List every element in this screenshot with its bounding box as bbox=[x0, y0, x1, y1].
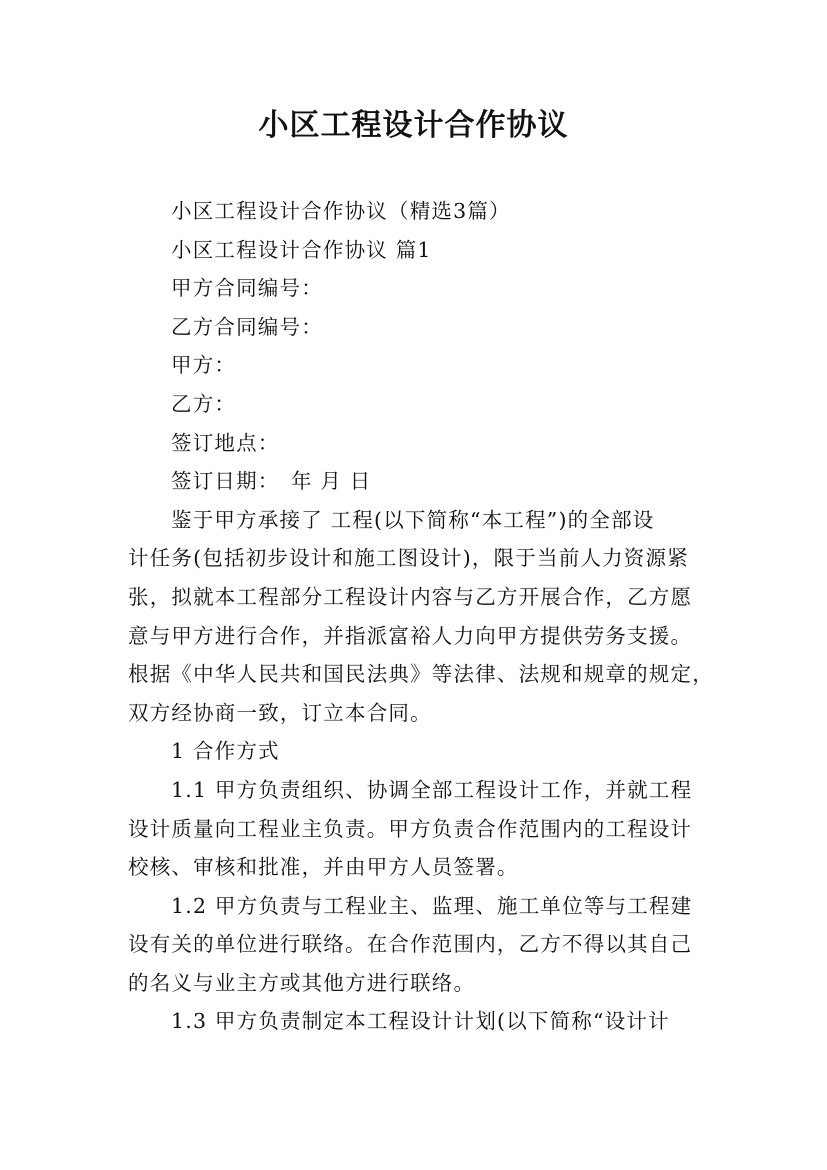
clause-line: 1.2 甲方负责与工程业主、监理、施工单位等与工程建 bbox=[171, 893, 693, 918]
document-title: 小区工程设计合作协议 bbox=[258, 108, 569, 143]
party-a-contract-no: 甲方合同编号： bbox=[171, 276, 323, 301]
party-a: 甲方： bbox=[171, 353, 237, 378]
clause-line: 的名义与业主方或其他方进行联络。 bbox=[128, 970, 476, 995]
party-b: 乙方： bbox=[171, 391, 237, 416]
clause-line: 1.3 甲方负责制定本工程设计计划(以下简称“设计计 bbox=[171, 1009, 670, 1034]
signing-date: 签订日期： 年 月 日 bbox=[171, 469, 372, 494]
preamble-line: 双方经协商一致，订立本合同。 bbox=[128, 700, 432, 725]
document-body bbox=[128, 192, 714, 1041]
preamble-line: 意与甲方进行合作，并指派富裕人力向甲方提供劳务支援。 bbox=[128, 623, 693, 648]
clause-line: 设有关的单位进行联络。在合作范围内，乙方不得以其自己 bbox=[128, 932, 693, 957]
preamble-line: 张，拟就本工程部分工程设计内容与乙方开展合作，乙方愿 bbox=[128, 584, 693, 609]
preamble-line: 计任务(包括初步设计和施工图设计)，限于当前人力资源紧 bbox=[128, 546, 689, 571]
subtitle-line: 小区工程设计合作协议（精选3篇） bbox=[171, 199, 511, 223]
preamble-line: 根据《中华人民共和国民法典》等法律、法规和规章的规定， bbox=[128, 662, 714, 687]
section-heading: 小区工程设计合作协议 篇1 bbox=[171, 237, 432, 262]
clause-line: 设计质量向工程业主负责。甲方负责合作范围内的工程设计 bbox=[128, 816, 693, 841]
preamble-line: 鉴于甲方承接了 工程(以下简称“本工程”)的全部设 bbox=[171, 507, 655, 532]
signing-place: 签订地点： bbox=[171, 430, 280, 455]
clause-line: 1.1 甲方负责组织、协调全部工程设计工作，并就工程 bbox=[171, 777, 693, 802]
clause-heading: 1 合作方式 bbox=[171, 739, 280, 764]
party-b-contract-no: 乙方合同编号： bbox=[171, 314, 323, 339]
clause-line: 校核、审核和批准，并由甲方人员签署。 bbox=[128, 855, 519, 880]
